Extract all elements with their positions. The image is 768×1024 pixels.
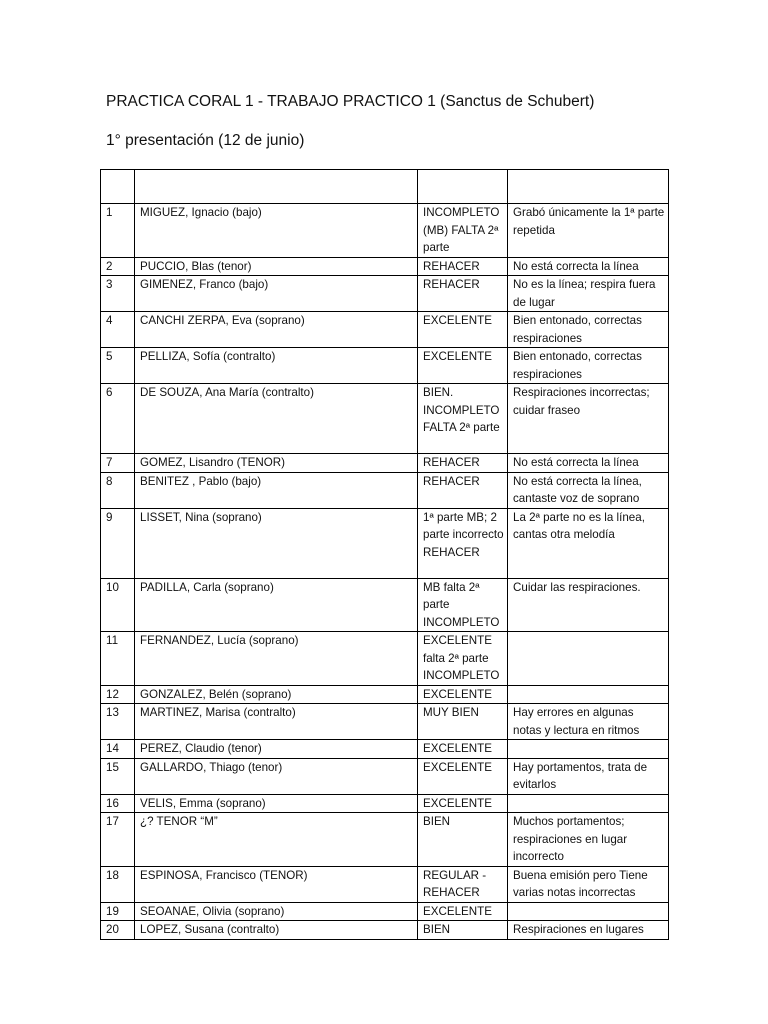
header-cell-grade (418, 170, 508, 204)
table-row (101, 204, 669, 258)
row-number-cell: 18 (101, 866, 135, 902)
comment-cell: No está correcta la línea (508, 454, 669, 473)
document-title: PRACTICA CORAL 1 - TRABAJO PRACTICO 1 (Sanctus de Schubert) (106, 93, 595, 110)
grade-cell: BIEN. INCOMPLETO FALTA 2ª parte (418, 384, 508, 454)
row-number-cell: 15 (101, 758, 135, 794)
student-name-cell: PUCCIO, Blas (tenor) (135, 257, 418, 276)
row-number-cell: 14 (101, 740, 135, 759)
row-number-cell: 9 (101, 508, 135, 578)
table-header-row (101, 170, 669, 204)
grade-cell: EXCELENTE (418, 312, 508, 348)
grades-table (100, 169, 669, 940)
grade-cell: EXCELENTE (418, 794, 508, 813)
grade-cell: EXCELENTE (418, 348, 508, 384)
row-number-cell: 5 (101, 348, 135, 384)
student-name-cell: FERNANDEZ, Lucía (soprano) (135, 632, 418, 686)
student-name-cell: LISSET, Nina (soprano) (135, 508, 418, 578)
table-row (101, 312, 669, 348)
student-name-cell: ¿? TENOR “M” (135, 813, 418, 867)
grade-cell: EXCELENTE falta 2ª parte INCOMPLETO (418, 632, 508, 686)
grade-cell: MUY BIEN (418, 704, 508, 740)
comment-cell: Buena emisión pero Tiene varias notas incorrectas (508, 866, 669, 902)
student-name-cell: ESPINOSA, Francisco (TENOR) (135, 866, 418, 902)
student-name-cell: SEOANAE, Olivia (soprano) (135, 902, 418, 921)
table-row (101, 348, 669, 384)
grades-table-body (101, 170, 669, 940)
header-cell-number (101, 170, 135, 204)
comment-cell: Grabó únicamente la 1ª parte repetida (508, 204, 669, 258)
table-row (101, 257, 669, 276)
row-number-cell: 2 (101, 257, 135, 276)
row-number-cell: 8 (101, 472, 135, 508)
table-row (101, 902, 669, 921)
comment-cell: Muchos portamentos; respiraciones en lugar incorrecto (508, 813, 669, 867)
table-row (101, 508, 669, 578)
student-name-cell: MIGUEZ, Ignacio (bajo) (135, 204, 418, 258)
header-cell-name (135, 170, 418, 204)
table-row (101, 578, 669, 632)
grade-cell: BIEN (418, 813, 508, 867)
grade-cell: EXCELENTE (418, 740, 508, 759)
grade-cell: EXCELENTE (418, 758, 508, 794)
row-number-cell: 16 (101, 794, 135, 813)
comment-cell: La 2ª parte no es la línea, cantas otra melodía (508, 508, 669, 578)
student-name-cell: GOMEZ, Lisandro (TENOR) (135, 454, 418, 473)
comment-cell: No está correcta la línea (508, 257, 669, 276)
student-name-cell: GONZALEZ, Belén (soprano) (135, 685, 418, 704)
row-number-cell: 20 (101, 921, 135, 940)
document-subtitle: 1° presentación (12 de junio) (106, 132, 305, 149)
row-number-cell: 17 (101, 813, 135, 867)
table-row (101, 454, 669, 473)
row-number-cell: 11 (101, 632, 135, 686)
comment-cell (508, 685, 669, 704)
student-name-cell: PELLIZA, Sofía (contralto) (135, 348, 418, 384)
comment-cell: Bien entonado, correctas respiraciones (508, 312, 669, 348)
table-row (101, 740, 669, 759)
grade-cell: MB falta 2ª parte INCOMPLETO (418, 578, 508, 632)
row-number-cell: 1 (101, 204, 135, 258)
table-row (101, 384, 669, 454)
header-cell-comment (508, 170, 669, 204)
student-name-cell: PEREZ, Claudio (tenor) (135, 740, 418, 759)
student-name-cell: LOPEZ, Susana (contralto) (135, 921, 418, 940)
grade-cell: 1ª parte MB; 2 parte incorrecto REHACER (418, 508, 508, 578)
student-name-cell: GIMENEZ, Franco (bajo) (135, 276, 418, 312)
comment-cell: Respiraciones incorrectas; cuidar fraseo (508, 384, 669, 454)
student-name-cell: BENITEZ , Pablo (bajo) (135, 472, 418, 508)
grade-cell: EXCELENTE (418, 685, 508, 704)
row-number-cell: 13 (101, 704, 135, 740)
student-name-cell: CANCHI ZERPA, Eva (soprano) (135, 312, 418, 348)
student-name-cell: PADILLA, Carla (soprano) (135, 578, 418, 632)
table-row (101, 276, 669, 312)
table-row (101, 794, 669, 813)
table-row (101, 758, 669, 794)
grade-cell: REHACER (418, 276, 508, 312)
comment-cell (508, 632, 669, 686)
comment-cell: No es la línea; respira fuera de lugar (508, 276, 669, 312)
table-row (101, 632, 669, 686)
student-name-cell: DE SOUZA, Ana María (contralto) (135, 384, 418, 454)
table-row (101, 921, 669, 940)
grade-cell: REGULAR - REHACER (418, 866, 508, 902)
table-row (101, 472, 669, 508)
row-number-cell: 7 (101, 454, 135, 473)
student-name-cell: VELIS, Emma (soprano) (135, 794, 418, 813)
grade-cell: BIEN (418, 921, 508, 940)
comment-cell: Cuidar las respiraciones. (508, 578, 669, 632)
comment-cell (508, 794, 669, 813)
comment-cell: Hay errores en algunas notas y lectura en ritmos (508, 704, 669, 740)
table-row (101, 704, 669, 740)
grade-cell: REHACER (418, 472, 508, 508)
row-number-cell: 19 (101, 902, 135, 921)
grade-cell: REHACER (418, 454, 508, 473)
comment-cell: No está correcta la línea, cantaste voz de soprano (508, 472, 669, 508)
row-number-cell: 10 (101, 578, 135, 632)
student-name-cell: MARTINEZ, Marisa (contralto) (135, 704, 418, 740)
grade-cell: INCOMPLETO (MB) FALTA 2ª parte (418, 204, 508, 258)
row-number-cell: 12 (101, 685, 135, 704)
comment-cell (508, 740, 669, 759)
grade-cell: EXCELENTE (418, 902, 508, 921)
row-number-cell: 3 (101, 276, 135, 312)
grade-cell: REHACER (418, 257, 508, 276)
comment-cell: Respiraciones en lugares (508, 921, 669, 940)
row-number-cell: 4 (101, 312, 135, 348)
table-row (101, 866, 669, 902)
comment-cell: Bien entonado, correctas respiraciones (508, 348, 669, 384)
table-row (101, 685, 669, 704)
table-row (101, 813, 669, 867)
comment-cell (508, 902, 669, 921)
comment-cell: Hay portamentos, trata de evitarlos (508, 758, 669, 794)
row-number-cell: 6 (101, 384, 135, 454)
student-name-cell: GALLARDO, Thiago (tenor) (135, 758, 418, 794)
